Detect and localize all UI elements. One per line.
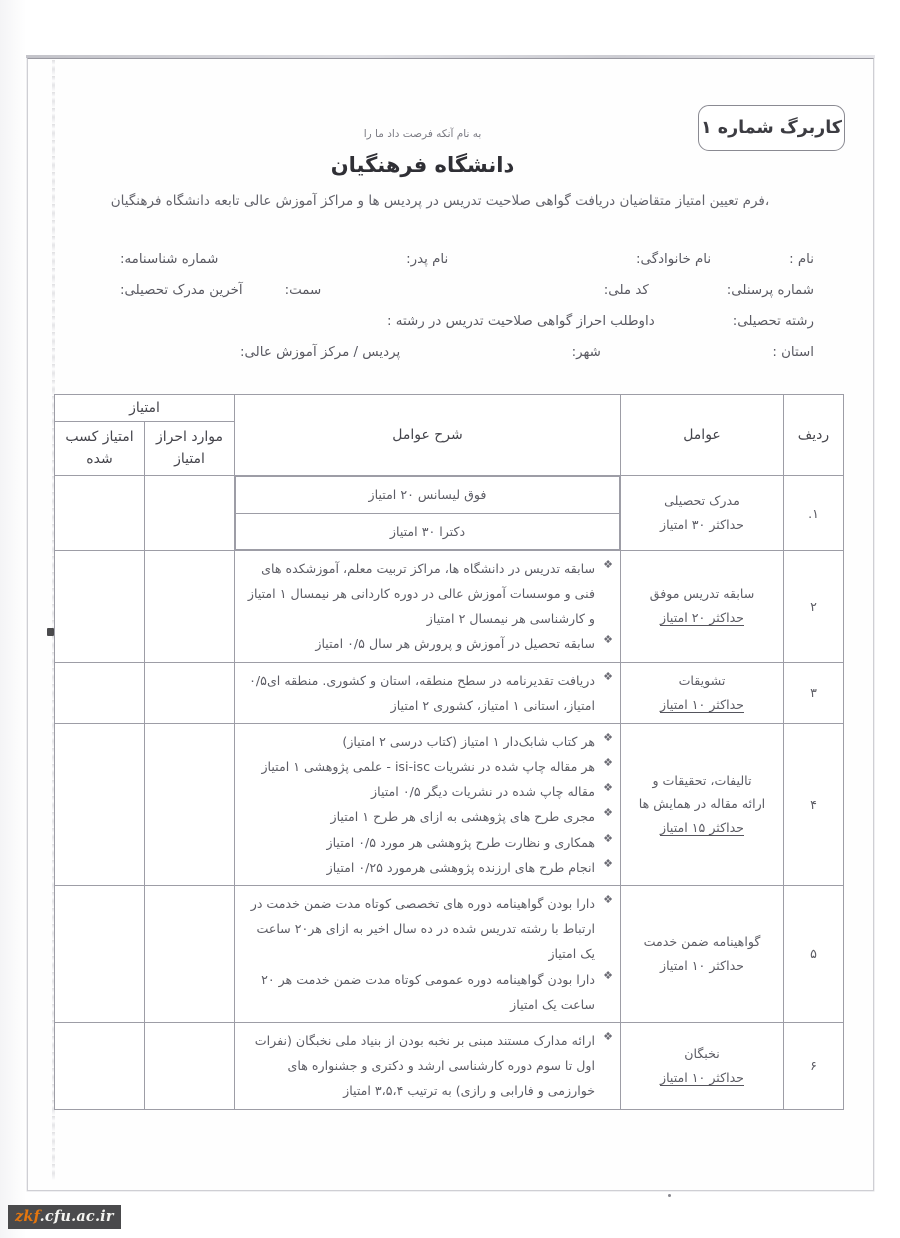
avamel-line: ارائه مقاله در همایش ها	[638, 796, 766, 812]
bullet-text: هر مقاله چاپ شده در نشریات isi-isc - علمی پژوهشی ۱ امتیاز	[261, 759, 595, 775]
avamel-underlined: حداکثر ۱۰ امتیاز	[660, 696, 744, 712]
avamel-line: تشویقات	[678, 672, 726, 688]
bullet-line	[242, 855, 613, 880]
cell-radif: ۴	[784, 723, 844, 885]
cell-mavared-input[interactable]	[145, 662, 235, 723]
scan-speck	[47, 628, 54, 636]
avamel-underlined: حداکثر ۱۰ امتیاز	[660, 1069, 744, 1085]
cell-kasb-shode-input[interactable]	[55, 662, 145, 723]
bullet-icon: ❖	[603, 669, 613, 683]
cell-sharh	[235, 723, 621, 885]
scoring-table	[54, 394, 844, 1110]
table-row	[55, 662, 844, 723]
form-description: ،فرم تعیین امتیاز متقاضیان دریافت گواهی صلاحیت تدریس در پردیس ها و مراکز آموزش عالی تابعه دانشگاه فرهنگیان	[110, 193, 770, 209]
cell-kasb-shode-input[interactable]	[55, 723, 145, 885]
avamel-line	[628, 693, 776, 717]
avamel-underlined: حداکثر ۲۰ امتیاز	[660, 610, 744, 626]
bullet-line	[242, 668, 613, 718]
avamel-underlined: حداکثر ۱۵ امتیاز	[660, 820, 744, 836]
avamel-line: مدرک تحصیلی	[664, 493, 740, 509]
field-label-family: نام خانوادگی:	[636, 252, 712, 267]
bullet-icon: ❖	[603, 756, 613, 770]
th-avamel: عوامل	[621, 395, 784, 476]
field-label-father: نام پدر:	[406, 252, 449, 267]
cell-sharh	[235, 550, 621, 662]
sub-line-row	[236, 477, 620, 513]
field-label-last-degree: آخرین مدرک تحصیلی:	[120, 283, 243, 298]
cell-mavared-input[interactable]	[145, 550, 235, 662]
cell-mavared-input[interactable]	[145, 1022, 235, 1109]
field-label-campus: پردیس / مرکز آموزش عالی:	[240, 345, 401, 360]
bullet-text: سابقه تحصیل در آموزش و پرورش هر سال ۰/۵ امتیاز	[315, 636, 595, 652]
site-watermark	[8, 1205, 121, 1229]
avamel-line	[628, 606, 776, 630]
cell-sharh	[235, 1022, 621, 1109]
bullet-line	[242, 631, 613, 656]
cell-mavared-input[interactable]	[145, 476, 235, 550]
cell-radif: ۵	[784, 886, 844, 1023]
bullet-text: مجری طرح های پژوهشی به ازای هر طرح ۱ امتیاز	[330, 809, 595, 825]
avamel-line: گواهینامه ضمن خدمت	[643, 934, 761, 950]
field-row-4	[120, 345, 814, 360]
cell-mavared-input[interactable]	[145, 886, 235, 1023]
field-label-applicant-field: داوطلب احراز گواهی صلاحیت تدریس در رشته :	[387, 314, 655, 329]
bullet-icon: ❖	[603, 633, 613, 647]
avamel-line: حداکثر ۳۰ امتیاز	[660, 517, 744, 533]
field-row-1	[120, 252, 814, 267]
cell-sharh	[235, 662, 621, 723]
bullet-line	[242, 754, 613, 779]
bullet-text: دارا بودن گواهینامه دوره عمومی کوتاه مدت ضمن خدمت هر ۲۰ ساعت یک امتیاز	[261, 971, 595, 1012]
sub-line-cell: دکترا ۳۰ امتیاز	[236, 513, 620, 549]
field-label-position: سمت:	[284, 283, 322, 298]
bullet-text: هر کتاب شابک‌دار ۱ امتیاز (کتاب درسی ۲ امتیاز)	[342, 733, 595, 749]
field-label-id-number: شماره شناسنامه:	[119, 252, 219, 267]
cell-avamel	[621, 1022, 784, 1109]
table-row	[55, 723, 844, 885]
sub-line-table	[235, 476, 620, 549]
table-body	[55, 476, 844, 1109]
bullet-text: انجام طرح های ارزنده پژوهشی هرمورد ۰/۲۵ امتیاز	[326, 859, 595, 875]
watermark-rest: .cfu.ac.ir	[39, 1208, 114, 1225]
cell-radif: ۱.	[784, 476, 844, 550]
avamel-line	[628, 1066, 776, 1090]
bullet-icon: ❖	[603, 893, 613, 906]
bullet-icon: ❖	[603, 781, 613, 795]
bullet-line	[242, 1028, 613, 1104]
table-head	[55, 395, 844, 476]
field-label-province: استان :	[772, 345, 814, 360]
cell-avamel	[621, 886, 784, 1023]
bullet-line	[242, 804, 613, 829]
bullet-line	[242, 967, 613, 1017]
field-label-field-of-study: رشته تحصیلی:	[732, 314, 814, 329]
table-row	[55, 476, 844, 550]
bullet-text: دارا بودن گواهینامه دوره های تخصصی کوتاه مدت ضمن خدمت در ارتباط با رشته تدریس شده در ده سال اخیر به ازای هر۲۰ ساعت یک امتیاز	[250, 896, 595, 962]
bullet-line	[242, 556, 613, 632]
table-row	[55, 1022, 844, 1109]
bullet-icon: ❖	[603, 1029, 613, 1043]
bullet-icon: ❖	[603, 806, 613, 820]
cell-radif: ۲	[784, 550, 844, 662]
avamel-line	[628, 816, 776, 840]
cell-kasb-shode-input[interactable]	[55, 476, 145, 550]
avamel-line: نخبگان	[684, 1045, 720, 1061]
th-emtiaz-group: امتیاز	[55, 395, 235, 422]
cell-radif: ۶	[784, 1022, 844, 1109]
cell-radif: ۳	[784, 662, 844, 723]
th-kasb-shode: امتیاز کسب شده	[55, 422, 145, 476]
cell-avamel	[621, 723, 784, 885]
bullet-text: ارائه مدارک مستند مبنی بر نخبه بودن از بنیاد ملی نخبگان (نفرات اول تا سوم دوره کارشناسی ارشد و دکتری و جشنواره های خوارزمی و فارابی و رازی) به ترتیب ۳،۵،۴ امتیاز	[254, 1032, 595, 1099]
bullet-icon: ❖	[603, 831, 613, 845]
bullet-text: مقاله چاپ شده در نشریات دیگر ۰/۵ امتیاز	[371, 784, 595, 800]
bullet-icon: ❖	[603, 557, 613, 571]
bullet-text: همکاری و نظارت طرح پژوهشی هر مورد ۰/۵ امتیاز	[326, 834, 595, 850]
avamel-line: حداکثر ۱۰ امتیاز	[660, 957, 744, 973]
cell-avamel	[621, 476, 784, 550]
field-row-2	[120, 283, 814, 298]
sub-line-cell: فوق لیسانس ۲۰ امتیاز	[236, 477, 620, 513]
bismillah-line: به نام آنکه فرصت داد ما را	[363, 128, 482, 140]
bullet-line	[242, 779, 613, 804]
bullet-icon: ❖	[603, 730, 613, 744]
field-row-3	[120, 314, 814, 329]
bullet-icon: ❖	[603, 856, 613, 870]
cell-sharh	[235, 476, 621, 550]
table-row	[55, 886, 844, 1023]
cell-avamel	[621, 550, 784, 662]
avamel-line: سابقه تدریس موفق	[649, 586, 755, 602]
page-dot-mark	[668, 1194, 671, 1197]
watermark-accent: zkf	[15, 1208, 40, 1225]
th-mavared: موارد احراز امتیاز	[145, 422, 235, 476]
field-label-national-code: کد ملی:	[603, 283, 649, 298]
cell-mavared-input[interactable]	[145, 723, 235, 885]
bullet-text: دریافت تقدیرنامه در سطح منطقه، استان و کشوری. منطقه ای۰/۵ امتیاز، استانی ۱ امتیاز، کشوری ۲ امتیاز	[249, 672, 595, 713]
bullet-line	[242, 891, 613, 967]
bullet-line	[242, 830, 613, 855]
th-sharh: شرح عوامل	[235, 395, 621, 476]
cell-sharh	[235, 886, 621, 1023]
applicant-fields	[120, 252, 814, 376]
sub-line-row	[236, 513, 620, 549]
table-head-row-group	[55, 395, 844, 422]
form-code-label: کاربرگ شماره ۱	[701, 118, 842, 138]
cell-avamel	[621, 662, 784, 723]
cell-kasb-shode-input[interactable]	[55, 886, 145, 1023]
bullet-icon: ❖	[603, 968, 613, 982]
field-label-name: نام :	[789, 252, 814, 267]
bullet-text: سابقه تدریس در دانشگاه ها، مراکز تربیت معلم، آموزشکده های فنی و موسسات آموزش عالی در دوره کاردانی هر نیمسال ۱ امتیاز و کارشناسی هر نیمسال ۲ امتیاز	[247, 560, 595, 627]
cell-kasb-shode-input[interactable]	[55, 550, 145, 662]
table-row	[55, 550, 844, 662]
field-label-personnel-number: شماره پرسنلی:	[726, 283, 814, 298]
bullet-line	[242, 729, 613, 754]
avamel-line: تالیفات، تحقیقات و	[652, 772, 752, 788]
university-title: دانشگاه فرهنگیان	[330, 153, 515, 177]
th-radif: ردیف	[784, 395, 844, 476]
cell-kasb-shode-input[interactable]	[55, 1022, 145, 1109]
field-label-city: شهر:	[571, 345, 601, 360]
